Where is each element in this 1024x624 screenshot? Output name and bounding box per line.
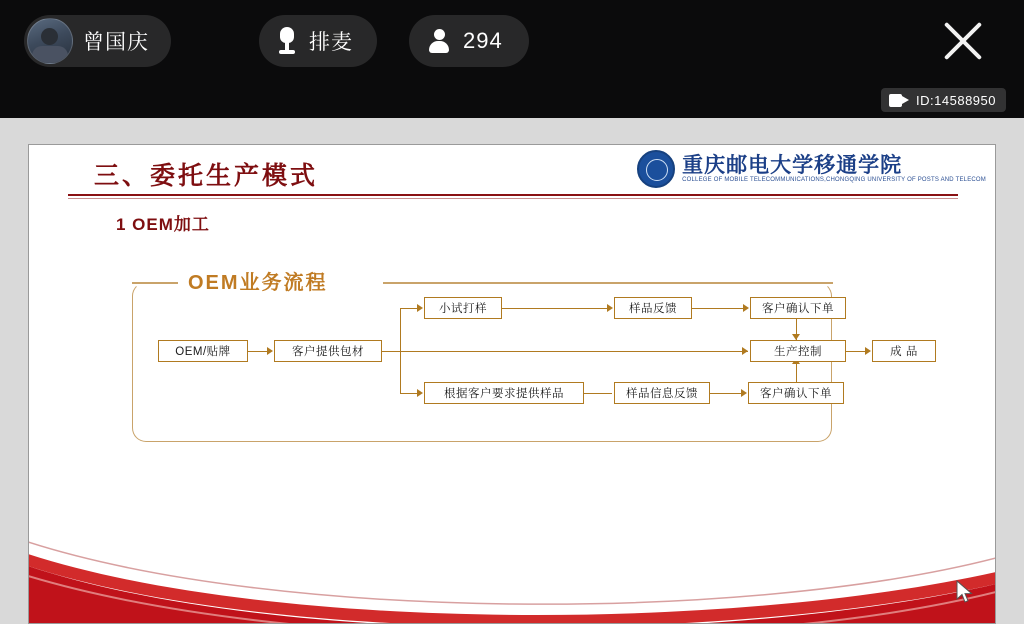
presenter-chip[interactable] [24, 15, 171, 67]
flow-arrow [417, 304, 423, 312]
flow-arrow [267, 347, 273, 355]
flow-connector [382, 351, 422, 352]
flow-connector [400, 308, 418, 309]
flow-node: 样品反馈 [614, 297, 692, 319]
school-crest-icon [637, 150, 675, 188]
school-logo [637, 150, 986, 188]
camera-icon [889, 94, 909, 107]
person-icon [429, 28, 449, 54]
school-name-en: COLLEGE OF MOBILE TELECOMMUNICATIONS,CHONGQING UNIVERSITY OF POSTS AND TELECOM [682, 177, 986, 184]
flow-connector [710, 393, 742, 394]
flow-connector [584, 393, 612, 394]
title-divider [68, 194, 958, 196]
flow-node: 客户提供包材 [274, 340, 382, 362]
flow-node: 生产控制 [750, 340, 846, 362]
flow-connector [502, 308, 608, 309]
flow-diagram-title: OEM业务流程 [178, 266, 338, 295]
flow-connector [400, 393, 418, 394]
flow-frame-top-right [383, 282, 833, 284]
school-name-cn: 重庆邮电大学移通学院 [682, 153, 903, 177]
slide-title: 三、委托生产模式 [94, 162, 319, 190]
microphone-icon [277, 27, 297, 55]
viewer-count-label: 294 [463, 28, 503, 53]
avatar [27, 18, 73, 64]
flow-frame-top-left [132, 282, 178, 284]
presenter-name: 曾国庆 [83, 31, 149, 54]
flow-connector [248, 351, 268, 352]
flow-arrow [742, 347, 748, 355]
room-id-badge [881, 88, 1006, 112]
flow-arrow [865, 347, 871, 355]
slide-footer-decoration [28, 514, 996, 624]
flow-node: 根据客户要求提供样品 [424, 382, 584, 404]
flow-connector [400, 308, 401, 394]
queue-mic-label: 排麦 [309, 31, 353, 54]
viewer-count-chip[interactable] [409, 15, 529, 67]
flow-node: 成 品 [872, 340, 936, 362]
flow-node: 样品信息反馈 [614, 382, 710, 404]
queue-mic-button[interactable] [259, 15, 377, 67]
flow-arrow [417, 389, 423, 397]
flow-node: 客户确认下单 [750, 297, 846, 319]
flow-connector [846, 351, 866, 352]
flow-arrow [607, 304, 613, 312]
slide-subheading: 1 OEM加工 [116, 215, 210, 234]
flow-node: OEM/贴牌 [158, 340, 248, 362]
flow-connector [418, 351, 748, 352]
flow-connector [796, 362, 797, 382]
room-id-label: ID:14588950 [916, 92, 996, 108]
flow-arrow [741, 389, 747, 397]
title-divider-secondary [68, 198, 958, 199]
flow-connector [692, 308, 744, 309]
flow-arrow [743, 304, 749, 312]
presentation-slide [28, 144, 996, 624]
flow-node: 客户确认下单 [748, 382, 844, 404]
stream-top-bar [0, 0, 1024, 118]
close-button[interactable] [940, 18, 986, 64]
slide-stage[interactable] [0, 118, 1024, 624]
flow-node: 小试打样 [424, 297, 502, 319]
